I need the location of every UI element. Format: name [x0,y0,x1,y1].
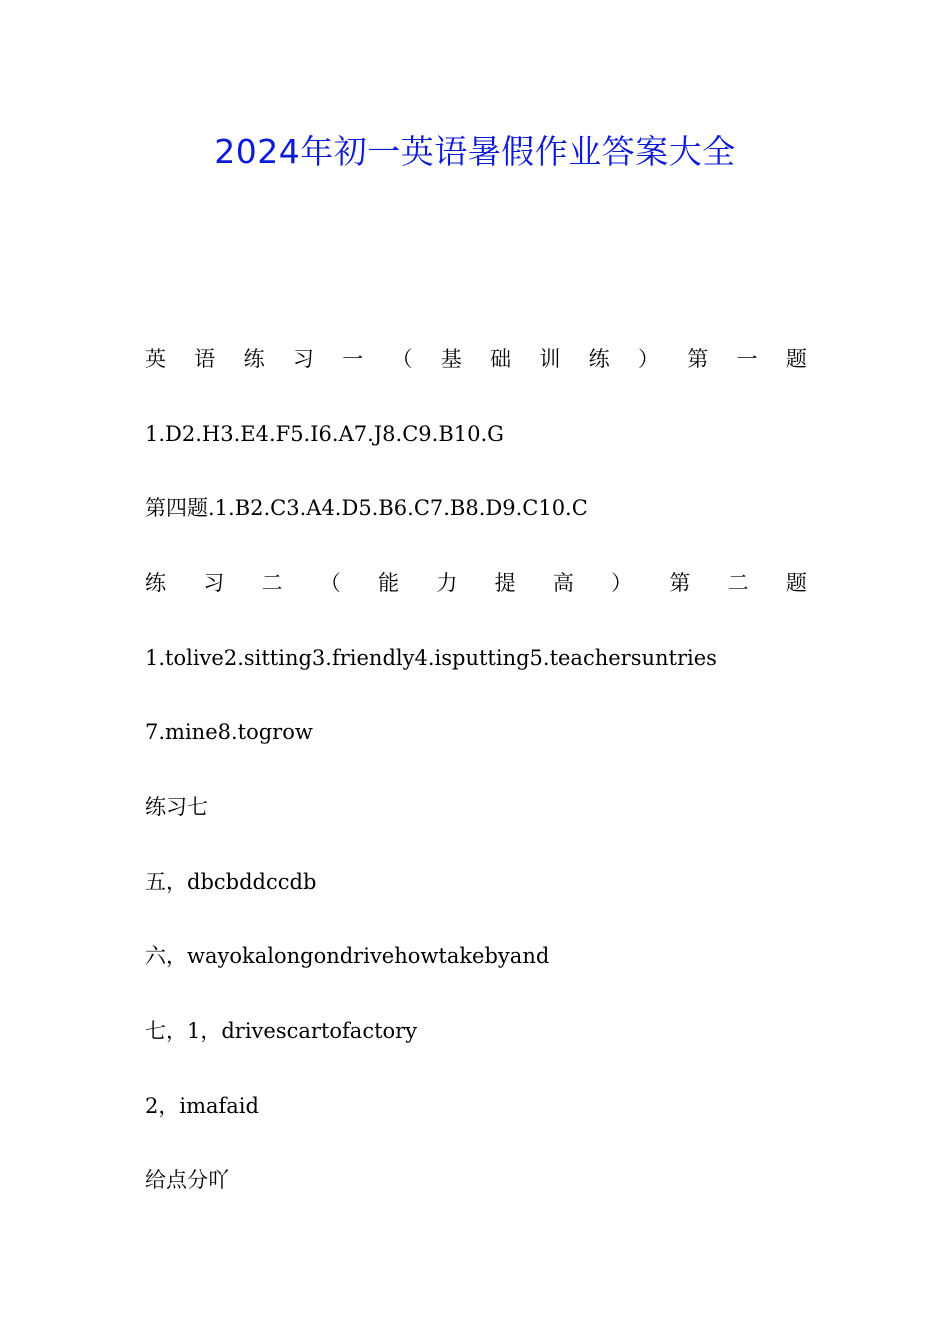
heading-char: ） [611,571,633,595]
heading-exercise-two [145,568,807,598]
heading-exercise-seven: 练习七 [145,795,208,819]
heading-char: 英 [145,347,166,371]
heading-char: 习 [292,347,314,371]
answer-line-question-four: 第四题.1.B2.C3.A4.D5.B6.C7.B8.D9.C10.C [145,496,588,520]
answer-line-section-seven-1: 七，1，drivescartofactory [145,1019,418,1043]
heading-char: 二 [261,571,283,595]
heading-char: 练 [243,347,265,371]
heading-char: 一 [342,347,364,371]
heading-char: ） [637,347,659,371]
answer-line-section-seven-2: 2，imafaid [145,1094,259,1118]
answer-line-section-six: 六，wayokalongondrivehowtakebyand [145,944,550,968]
heading-char: （ [391,347,413,371]
heading-char: 高 [552,571,574,595]
heading-exercise-one [145,344,807,374]
answer-line-exercise-two-part-1: 1.tolive2.sitting3.friendly4.isputting5.teachersuntries [145,646,717,670]
heading-char: 能 [378,571,400,595]
heading-char: 习 [203,571,225,595]
heading-char: 二 [727,571,749,595]
heading-char: 练 [145,571,166,595]
heading-char: （ [319,571,341,595]
heading-char: 第 [687,347,709,371]
heading-char: 语 [194,347,216,371]
heading-char: 提 [494,571,516,595]
answer-line-exercise-two-part-2: 7.mine8.togrow [145,720,313,744]
heading-char: 基 [440,347,462,371]
heading-char: 训 [539,347,561,371]
answer-line-1: 1.D2.H3.E4.F5.I6.A7.J8.C9.B10.G [145,422,504,446]
heading-char: 题 [785,347,807,371]
document-title: 2024年初一英语暑假作业答案大全 [214,132,736,171]
heading-char: 题 [785,571,807,595]
heading-char: 力 [436,571,458,595]
heading-char: 一 [736,347,758,371]
heading-char: 第 [669,571,691,595]
heading-char: 练 [588,347,610,371]
closing-note: 给点分吖 [145,1168,229,1192]
answer-line-section-five: 五，dbcbddccdb [145,870,317,894]
heading-char: 础 [490,347,512,371]
